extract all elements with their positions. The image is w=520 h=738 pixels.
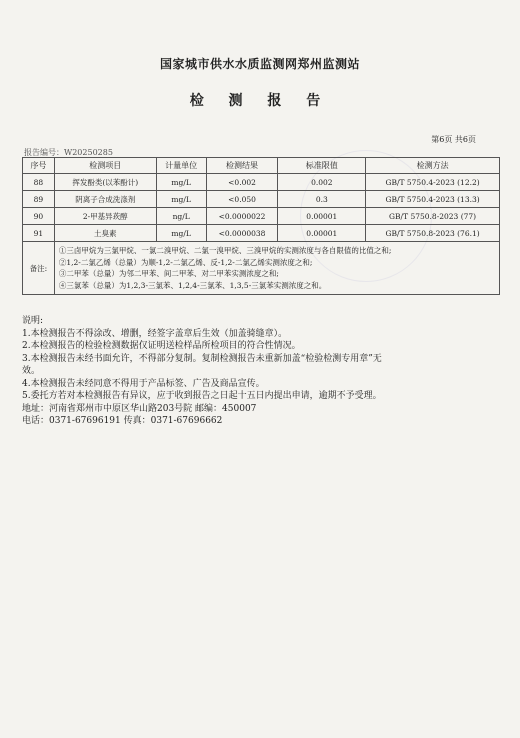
notes-label: 备注: bbox=[23, 242, 55, 295]
table-cell: 91 bbox=[23, 225, 55, 242]
table-cell: mg/L bbox=[156, 225, 206, 242]
table-cell: 0.002 bbox=[278, 174, 366, 191]
footer-line: 效。 bbox=[22, 366, 41, 376]
page-number: 第6页 共6页 bbox=[431, 135, 476, 144]
note-line: ④三氯苯（总量）为1,2,3-三氯苯、1,2,4-三氯苯、1,3,5-三氯苯实测浓度之和。 bbox=[58, 280, 327, 290]
table-cell: ng/L bbox=[156, 208, 206, 225]
footer-line: 1.本检测报告不得涂改、增删，经签字盖章后生效（加盖骑缝章）。 bbox=[22, 328, 288, 339]
footer-line: 说明: bbox=[22, 316, 44, 326]
footer-line: 4.本检测报告未经同意不得用于产品标签、广告及商品宣传。 bbox=[22, 378, 265, 389]
table-cell: 土臭素 bbox=[54, 225, 156, 242]
table-row bbox=[23, 174, 500, 191]
table-cell: 2-甲基异莰醇 bbox=[54, 208, 156, 225]
table-cell: mg/L bbox=[156, 191, 206, 208]
report-title: 检 测 报 告 bbox=[189, 93, 331, 109]
table-cell: GB/T 5750.8-2023 (77) bbox=[366, 208, 500, 225]
table-cell: 88 bbox=[23, 174, 55, 191]
table-cell: <0.0000038 bbox=[206, 225, 278, 242]
table-row bbox=[23, 191, 500, 208]
organization-name: 国家城市供水水质监测网郑州监测站 bbox=[159, 57, 360, 71]
notes-cell bbox=[54, 242, 499, 295]
table-cell: 0.00001 bbox=[278, 208, 366, 225]
table-cell: 0.3 bbox=[278, 191, 366, 208]
header-cell: 序号 bbox=[23, 158, 55, 174]
notes-row bbox=[23, 242, 500, 295]
note-line: ①三卤甲烷为三氯甲烷、一氯二溴甲烷、二氯一溴甲烷、三溴甲烷的实测浓度与各自限值的比值之和; bbox=[58, 246, 392, 255]
header-cell: 标准限值 bbox=[278, 158, 366, 174]
table-cell: 0.00001 bbox=[278, 225, 366, 242]
report-instructions bbox=[22, 315, 382, 428]
footer-line: 3.本检测报告未经书面允许，不得部分复制。复制检测报告未重新加盖“检验检测专用章”无 bbox=[22, 353, 382, 364]
table-cell: GB/T 5750.4-2023 (12.2) bbox=[366, 174, 500, 191]
header-cell: 检测项目 bbox=[54, 158, 156, 174]
table-cell: 89 bbox=[23, 191, 55, 208]
table-cell: mg/L bbox=[156, 174, 206, 191]
header-cell: 检测方法 bbox=[366, 158, 500, 174]
table-cell: 挥发酚类(以苯酚计) bbox=[54, 174, 156, 191]
table-cell: 阴离子合成洗涤剂 bbox=[54, 191, 156, 208]
table-cell: GB/T 5750.4-2023 (13.3) bbox=[366, 191, 500, 208]
footer-line: 2.本检测报告的检验检测数据仅证明送检样品所检项目的符合性情况。 bbox=[22, 341, 301, 351]
table-cell: <0.002 bbox=[206, 174, 278, 191]
table-cell: GB/T 5750.8-2023 (76.1) bbox=[366, 225, 500, 242]
footer-line: 地址：河南省郑州市中原区华山路203号院 邮编：450007 bbox=[22, 403, 257, 414]
footer-line: 电话：0371-67696191 传真：0371-67696662 bbox=[22, 416, 223, 426]
table-row bbox=[23, 225, 500, 242]
note-line: ②1,2-二氯乙烯（总量）为顺-1,2-二氯乙烯、反-1,2-二氯乙烯实测浓度之和; bbox=[58, 257, 313, 267]
footer-line: 5.委托方若对本检测报告有异议，应于收到报告之日起十五日内提出申请，逾期不予受理。 bbox=[22, 391, 382, 401]
header-cell: 检测结果 bbox=[206, 158, 278, 174]
table-header-row bbox=[23, 158, 500, 174]
report-number: 报告编号：W20250285 bbox=[24, 148, 113, 157]
table-cell: 90 bbox=[23, 208, 55, 225]
table-cell: <0.0000022 bbox=[206, 208, 278, 225]
results-table bbox=[22, 157, 500, 295]
table-cell: <0.050 bbox=[206, 191, 278, 208]
header-cell: 计量单位 bbox=[156, 158, 206, 174]
note-line: ③二甲苯（总量）为邻二甲苯、间二甲苯、对二甲苯实测浓度之和; bbox=[58, 269, 279, 278]
table-row bbox=[23, 208, 500, 225]
